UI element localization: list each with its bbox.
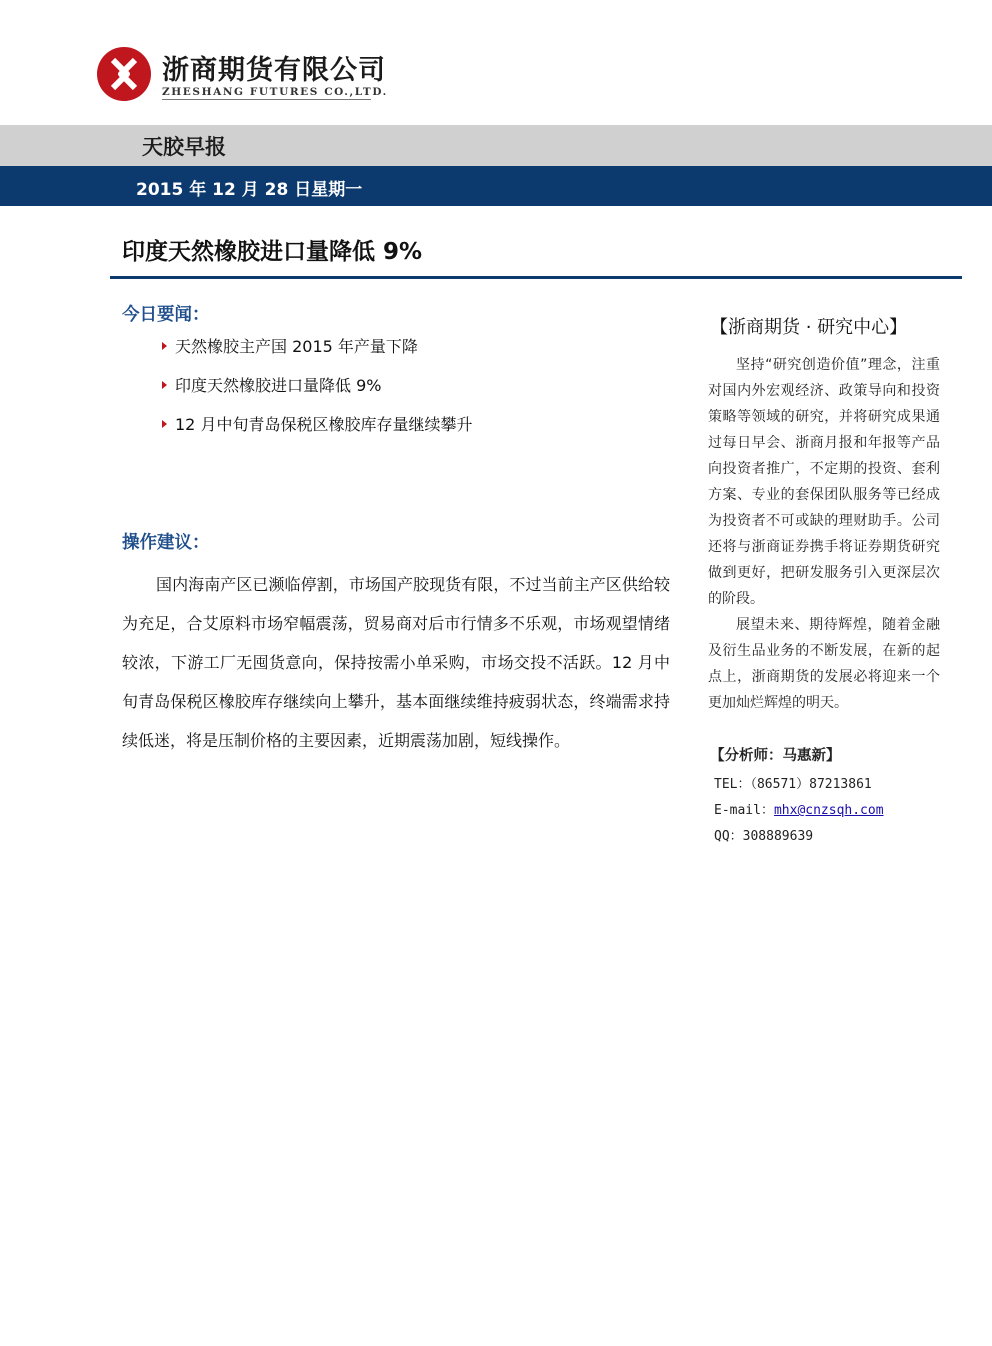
- bullet-arrow-icon: [162, 342, 167, 350]
- report-series-title: 天胶早报: [142, 135, 226, 159]
- analyst-name: 【分析师：马惠新】: [710, 748, 841, 764]
- zheshang-logo-icon: [96, 46, 152, 102]
- research-center-title: 【浙商期货 · 研究中心】: [710, 317, 908, 338]
- news-item: [162, 334, 418, 357]
- intro-paragraph-2: 展望未来、期待辉煌，随着金融及衍生品业务的不断发展，在新的起点上，浙商期货的发展必将迎来一个更加灿烂辉煌的明天。: [708, 617, 940, 711]
- intro-paragraph-1: 坚持“研究创造价值”理念，注重对国内外宏观经济、政策导向和投资策略等领域的研究，并将研究成果通过每日早会、浙商月报和年报等产品向投资者推广，不定期的投资、套利方案、专业的套保团队服务等已经成为投资者不可或缺的理财助手。公司还将与浙商证券携手将证券期货研究做到更好，把研发服务引入更深层次的阶段。: [708, 357, 940, 607]
- company-name-en: ZHESHANG FUTURES CO.,LTD.: [162, 86, 388, 98]
- company-name-cn: 浙商期货有限公司: [162, 55, 386, 86]
- news-item: [162, 373, 381, 396]
- analyst-qq: QQ：308889639: [714, 829, 814, 844]
- news-section-title: 今日要闻：: [122, 305, 210, 325]
- bullet-arrow-icon: [162, 381, 167, 389]
- report-date: 2015 年 12 月 28 日星期一: [136, 180, 363, 200]
- company-underline: [162, 99, 371, 100]
- analyst-tel: TEL：（86571）87213861: [714, 777, 872, 792]
- analyst-email-row: [714, 799, 884, 818]
- news-item-text: 天然橡胶主产国 2015 年产量下降: [175, 337, 418, 356]
- advice-body: [122, 565, 670, 760]
- news-item-text: 12 月中旬青岛保税区橡胶库存量继续攀升: [175, 415, 473, 434]
- report-headline: 印度天然橡胶进口量降低 9%: [122, 239, 423, 265]
- news-item-text: 印度天然橡胶进口量降低 9%: [175, 376, 382, 395]
- news-item: [162, 412, 472, 435]
- research-center-intro: [708, 352, 940, 716]
- analyst-email-link[interactable]: mhx@cnzsqh.com: [773, 803, 884, 818]
- advice-paragraph: 国内海南产区已濒临停割，市场国产胶现货有限，不过当前主产区供给较为充足，合艾原料市场窄幅震荡，贸易商对后市行情多不乐观，市场观望情绪较浓，下游工厂无囤货意向，保持按需小单采购，市场交投不活跃。12 月中旬青岛保税区橡胶库存继续向上攀升，基本面继续维持疲弱状态，终端需求持续低迷，将是压制价格的主要因素，近期震荡加剧，短线操作。: [122, 575, 670, 750]
- advice-section-title: 操作建议：: [122, 533, 210, 553]
- bullet-arrow-icon: [162, 420, 167, 428]
- headline-divider: [110, 276, 962, 279]
- email-label: E-mail：: [714, 803, 774, 818]
